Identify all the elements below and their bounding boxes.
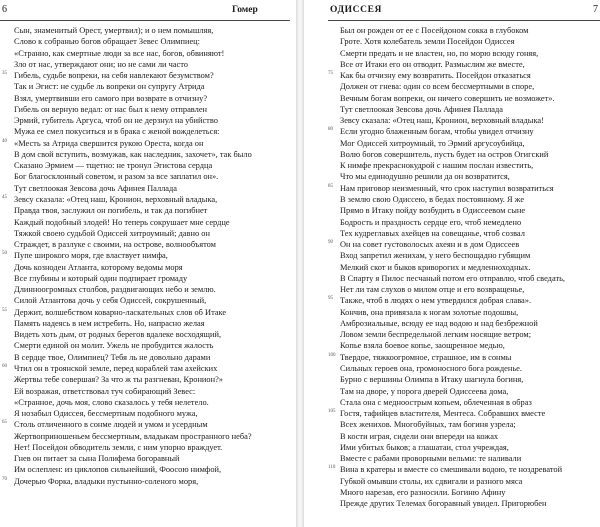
verse-line — [14, 464, 296, 475]
verse-text: Слово к собранью богов обращает Зевес Олимпиец: — [14, 37, 200, 47]
verse-text: Длинноогромных столбов, раздвигающих небо и землю. — [14, 285, 216, 295]
verse-line — [340, 374, 600, 385]
line-number: 95 — [328, 296, 333, 302]
verse-text: Нет! Посейдон обводитель земли, с ним упорно враждует. — [14, 442, 223, 452]
verse-line — [14, 115, 296, 126]
left-running-title: Гомер — [232, 5, 258, 15]
verse-text: Правда твоя, заслужил он погибель, и так да погибнет — [14, 206, 208, 216]
verse-line — [340, 442, 600, 453]
verse-line — [340, 48, 600, 59]
verse-text: Пупе широкого моря, где властвует нимфа, — [14, 251, 168, 261]
verse-line — [340, 228, 600, 239]
verse-text: Зевсу сказала: «Отец наш, Кронион, верховный владыка! — [340, 116, 544, 126]
line-number: 105 — [328, 409, 336, 415]
verse-line — [2, 476, 296, 487]
verse-line — [14, 340, 296, 351]
left-page-number: 6 — [2, 4, 7, 15]
verse-text: Тут светлоокая Зевсова дочь Афинея Паллада — [340, 104, 503, 114]
verse-text: Амброзиальные, всюду ее над водою и над безбрежной — [340, 318, 538, 328]
verse-line — [340, 476, 600, 487]
verse-line — [2, 70, 296, 81]
verse-line — [340, 340, 600, 351]
verse-line — [14, 171, 296, 182]
verse-text: Нет ли там слухов о милом отце и его возвращенье, — [340, 285, 525, 295]
verse-text: Губкой омывши столы, их сдвигали и разного мяса — [340, 476, 523, 486]
line-number: 50 — [2, 251, 7, 257]
line-number: 85 — [328, 183, 333, 189]
verse-line — [14, 284, 296, 295]
verse-line — [14, 93, 296, 104]
verse-line — [340, 318, 600, 329]
verse-text: Жертвоприношеньем бессмертным, владыкам пространного неба? — [14, 431, 252, 441]
book-gutter — [296, 0, 304, 527]
verse-text: Все глубины и который один подпирает громаду — [14, 273, 188, 283]
verse-text: К нимфе прекраснокудрой с нашим послан известить, — [340, 161, 534, 171]
verse-text: Каждый подобный злодей! Но теперь сокрушает мне сердце — [14, 217, 230, 227]
verse-text: Как бы отчизну ему возвратить. Посейдон отказаться — [340, 71, 531, 81]
line-number: 60 — [2, 363, 7, 369]
verse-text: Сказано Эрмием — тщетно: не тронул Эгистова сердца — [14, 161, 213, 171]
verse-line — [340, 386, 600, 397]
verse-text: Должен от гнева: один со всем бессмертными в споре, — [340, 82, 535, 92]
verse-line — [328, 408, 600, 419]
verse-line — [340, 397, 600, 408]
verse-line — [14, 183, 296, 194]
verse-text: В сердце твое, Олимпиец? Тебя ль не довольно дарами — [14, 352, 211, 362]
verse-line — [14, 104, 296, 115]
verse-line — [340, 273, 600, 284]
verse-text: Сын, знаменитый Орест, умертвил); и о нем помышляя, — [14, 26, 214, 35]
verse-line — [340, 149, 600, 160]
verse-line — [14, 217, 296, 228]
verse-line — [14, 48, 296, 59]
verse-line — [328, 352, 600, 363]
verse-text: Я нозабыл Одиссея, бессмертным подобного мужа, — [14, 409, 198, 419]
verse-text: Всех женихов. Многобуйных, там богиня узрела; — [340, 420, 516, 430]
verse-line — [14, 126, 296, 137]
verse-line — [14, 386, 296, 397]
verse-line — [340, 171, 600, 182]
verse-text: Был он рожден от ее с Посейдоном сокка в глубоком — [340, 26, 529, 35]
verse-line — [340, 431, 600, 442]
verse-line — [14, 318, 296, 329]
verse-text: Жертвы тебе совершая? За что ж ты разгневан, Кронион?» — [14, 375, 223, 385]
verse-line — [14, 453, 296, 464]
verse-text: Также, чтоб в людях о нем утвердился добрая слава». — [340, 296, 532, 306]
verse-line — [340, 307, 600, 318]
verse-text: Волю богов совершитель, пусть будет на остров Огигский — [340, 149, 549, 159]
verse-line — [340, 262, 600, 273]
verse-text: Гнев он питает за сына Полифема богоравный — [14, 454, 180, 464]
verse-text: Стала она с медноострым копьем, облеченная в образ — [340, 397, 532, 407]
line-number: 75 — [328, 71, 333, 77]
verse-text: Вечным богам вопреки, он ничего совершить не возможет». — [340, 93, 555, 103]
verse-text: Твердое, тяжкоогромное, страшное, им в сонмы — [340, 352, 512, 362]
line-number: 100 — [328, 352, 336, 358]
verse-text: Вход запретил женихам, у него беспощадно губящим — [340, 251, 531, 261]
verse-text: Держит, волшебством коварно-ласкательных слов об Итаке — [14, 307, 227, 317]
verse-text: Зевсу сказала: «Отец наш, Кронион, верховный владыка, — [14, 194, 218, 204]
verse-line — [340, 363, 600, 374]
verse-line — [2, 250, 296, 261]
verse-text: Чтил он в троянской земле, перед кораблей там ахейских — [14, 363, 218, 373]
verse-line — [328, 295, 600, 306]
verse-line — [14, 160, 296, 171]
verse-text: Так и Эгист: не судьбе ль вопреки он супругу Атрида — [14, 82, 205, 92]
verse-line — [14, 442, 296, 453]
verse-text: Прежде других Телемах богоравный увидел. Пригорюбен — [340, 499, 547, 509]
verse-text: Сильных героев она, громоносного бога рожденье. — [340, 363, 522, 373]
verse-text: Мужа ее смел покуситься и в брака с женой вожделеться: — [14, 127, 220, 137]
verse-text: «Странно, как смертные люди за все нас, богов, обвиняют! — [14, 48, 225, 58]
left-header-rule — [0, 20, 290, 21]
left-page — [0, 0, 296, 527]
verse-text: В землю свою Одиссею, в бедах постоянному. Я же — [340, 194, 525, 204]
verse-line — [340, 419, 600, 430]
verse-text: Если угодно блаженным богам, чтобы увидел отчизну — [340, 127, 534, 137]
verse-text: Ими убитых быков; а глашатаи, стол учреждая, — [340, 442, 509, 452]
verse-text: Эрмий, губитель Аргуса, чтоб он не дерзнул на убийство — [14, 116, 218, 126]
verse-line — [14, 431, 296, 442]
verse-line — [14, 408, 296, 419]
line-number: 40 — [2, 138, 7, 144]
verse-line — [14, 205, 296, 216]
verse-text: Много нарезав, его разносили. Богиню Афину — [340, 487, 506, 497]
verse-text: Бурно с вершины Олимпа в Итаку шагнула богиня, — [340, 375, 524, 385]
verse-line — [328, 183, 600, 194]
line-number: 80 — [328, 127, 333, 133]
verse-line — [340, 36, 600, 47]
verse-text: Копье взяла боевое копье, заощренное медью, — [340, 341, 505, 351]
verse-line — [14, 36, 296, 47]
verse-text: Смерти предать и не властен, но, по морю всюду гоняя, — [340, 48, 539, 58]
verse-line — [340, 329, 600, 340]
verse-line — [340, 138, 600, 149]
verse-text: Мелкий скот и быков криворогих и медленноходных. — [340, 262, 531, 272]
verse-line — [14, 352, 296, 363]
verse-text: Бодрость и праздность сердце его, чтоб немедлено — [340, 217, 522, 227]
verse-line — [14, 239, 296, 250]
verse-text: Силой Атлантова дочь у себя Одиссей, сокрушенный, — [14, 296, 207, 306]
verse-line — [340, 59, 600, 70]
line-number: 110 — [328, 465, 336, 471]
verse-line — [14, 397, 296, 408]
verse-line — [340, 205, 600, 216]
verse-line — [340, 115, 600, 126]
verse-text: Столь отличенного в сонме людей и умом и усердным — [14, 420, 208, 430]
verse-text: Что мы единодушно решили да он возвратится, — [340, 172, 510, 182]
verse-text: Кончив, она привязала к ногам золотые подошвы, — [340, 307, 519, 317]
verse-line — [328, 126, 600, 137]
right-page — [304, 0, 600, 527]
verse-line — [2, 138, 296, 149]
verse-line — [328, 70, 600, 81]
verse-line — [14, 374, 296, 385]
verse-text: Страждет, в разлуке с своими, на острове, волнообъятом — [14, 240, 216, 250]
verse-line — [14, 262, 296, 273]
verse-line — [14, 25, 296, 36]
verse-text: Вместе с рабами проворными вельми: те наливали — [340, 454, 522, 464]
verse-text: Взял, умертвивши его самого при возврате в отчизну? — [14, 93, 208, 103]
left-text-block — [2, 25, 296, 487]
line-number: 65 — [2, 420, 7, 426]
verse-text: Тут светлоокая Зевсова дочь Афинея Паллада — [14, 183, 177, 193]
verse-line — [14, 59, 296, 70]
verse-text: «Странное, дочь моя, слово сказалось у тебя нелетело. — [14, 397, 209, 407]
verse-line — [14, 295, 296, 306]
verse-line — [340, 284, 600, 295]
verse-text: В Спарту я Пилос песчаный потом его отправлю, чтоб сведать, — [340, 273, 566, 283]
line-number: 90 — [328, 240, 333, 246]
verse-line — [340, 81, 600, 92]
verse-line — [340, 25, 600, 36]
verse-line — [2, 363, 296, 374]
verse-text: Он на совет густоволосых ахеян и в дом Одиссеев — [340, 240, 520, 250]
right-running-title: ОДИССЕЯ — [330, 5, 382, 15]
verse-text: Гибель он верную ведал: от нас был к нему отправлен — [14, 104, 208, 114]
verse-text: Им ослеплен: из циклопов сильнейший, Фоосою нимфой, — [14, 465, 222, 475]
verse-text: Тех кудреглавых ахейцев на совещанье, чтоб созвал — [340, 228, 525, 238]
verse-line — [340, 93, 600, 104]
verse-line — [340, 194, 600, 205]
verse-text: Нам приговор неизменный, что срок наступил возвратиться — [340, 183, 554, 193]
right-page-number: 7 — [593, 4, 598, 15]
verse-text: Мог Одиссей хитроумный, то Эрмий аргусоубийца, — [340, 138, 525, 148]
verse-line — [340, 217, 600, 228]
verse-line — [2, 419, 296, 430]
verse-text: Гроте. Хотя колебатель земли Посейдон Одиссея — [340, 37, 515, 47]
verse-text: Прямо в Итаку пойду возбудить в Одиссеевом сыне — [340, 206, 526, 216]
verse-text: Вина в кратеры и вместе со смешивали водою, те ноздреватой — [340, 465, 563, 475]
verse-text: Память надеясь в нем истребить. Но, напрасно желая — [14, 318, 205, 328]
verse-text: Гибель, судьбе вопреки, на себя навлекают безумством? — [14, 71, 214, 81]
verse-line — [340, 104, 600, 115]
verse-line — [340, 498, 600, 509]
verse-line — [340, 453, 600, 464]
verse-line — [340, 250, 600, 261]
verse-line — [14, 273, 296, 284]
verse-text: Дочь козноден Атланта, которому ведомы моря — [14, 262, 183, 272]
verse-text: Там на дворе, у порога дверей Одиссеева дома, — [340, 386, 509, 396]
verse-text: Ловом земли беспредельной легким носящие ветром; — [340, 330, 532, 340]
verse-line — [14, 149, 296, 160]
line-number: 45 — [2, 194, 7, 200]
line-number: 70 — [2, 476, 7, 482]
verse-line — [2, 194, 296, 205]
right-header-rule — [328, 20, 600, 21]
verse-text: Гостя, тафийцев властителя, Ментеса. Собравших вместе — [340, 409, 546, 419]
line-number: 35 — [2, 71, 7, 77]
verse-text: Ей возражая, ответствовал туч собирающий Зевес: — [14, 386, 196, 396]
verse-line — [340, 487, 600, 498]
verse-line — [328, 464, 600, 475]
verse-text: Бог благосклонный советом, и разом за все заплатил он». — [14, 172, 219, 182]
verse-line — [2, 307, 296, 318]
verse-text: Смерти единой он молит. Ужель не пробудится жалость — [14, 341, 214, 351]
verse-line — [14, 81, 296, 92]
verse-line — [340, 160, 600, 171]
verse-text: Видеть хоть дым, от родных берегов вдалеке восходящий, — [14, 330, 222, 340]
verse-text: Все от Итаки его он отводит. Размыслим же вместе, — [340, 59, 525, 69]
verse-text: Дочерью Форка, владыки пустынно-соленого моря, — [14, 476, 199, 486]
verse-line — [14, 329, 296, 340]
verse-line — [14, 228, 296, 239]
verse-text: «Месть за Атрида свершится рукою Ореста, когда он — [14, 138, 204, 148]
verse-text: В дом свой вступить, возмужав, как наследник, захочет», так было — [14, 149, 252, 159]
right-text-block — [328, 25, 600, 509]
verse-text: Зло от нас, утверждают они; но не сами ли часто — [14, 59, 188, 69]
line-number: 55 — [2, 307, 7, 313]
verse-text: Тяжкой своею судьбой Одиссей хитроумный; давно он — [14, 228, 210, 238]
verse-text: В кости играя, сидели они впереди на кожах — [340, 431, 499, 441]
verse-line — [328, 239, 600, 250]
